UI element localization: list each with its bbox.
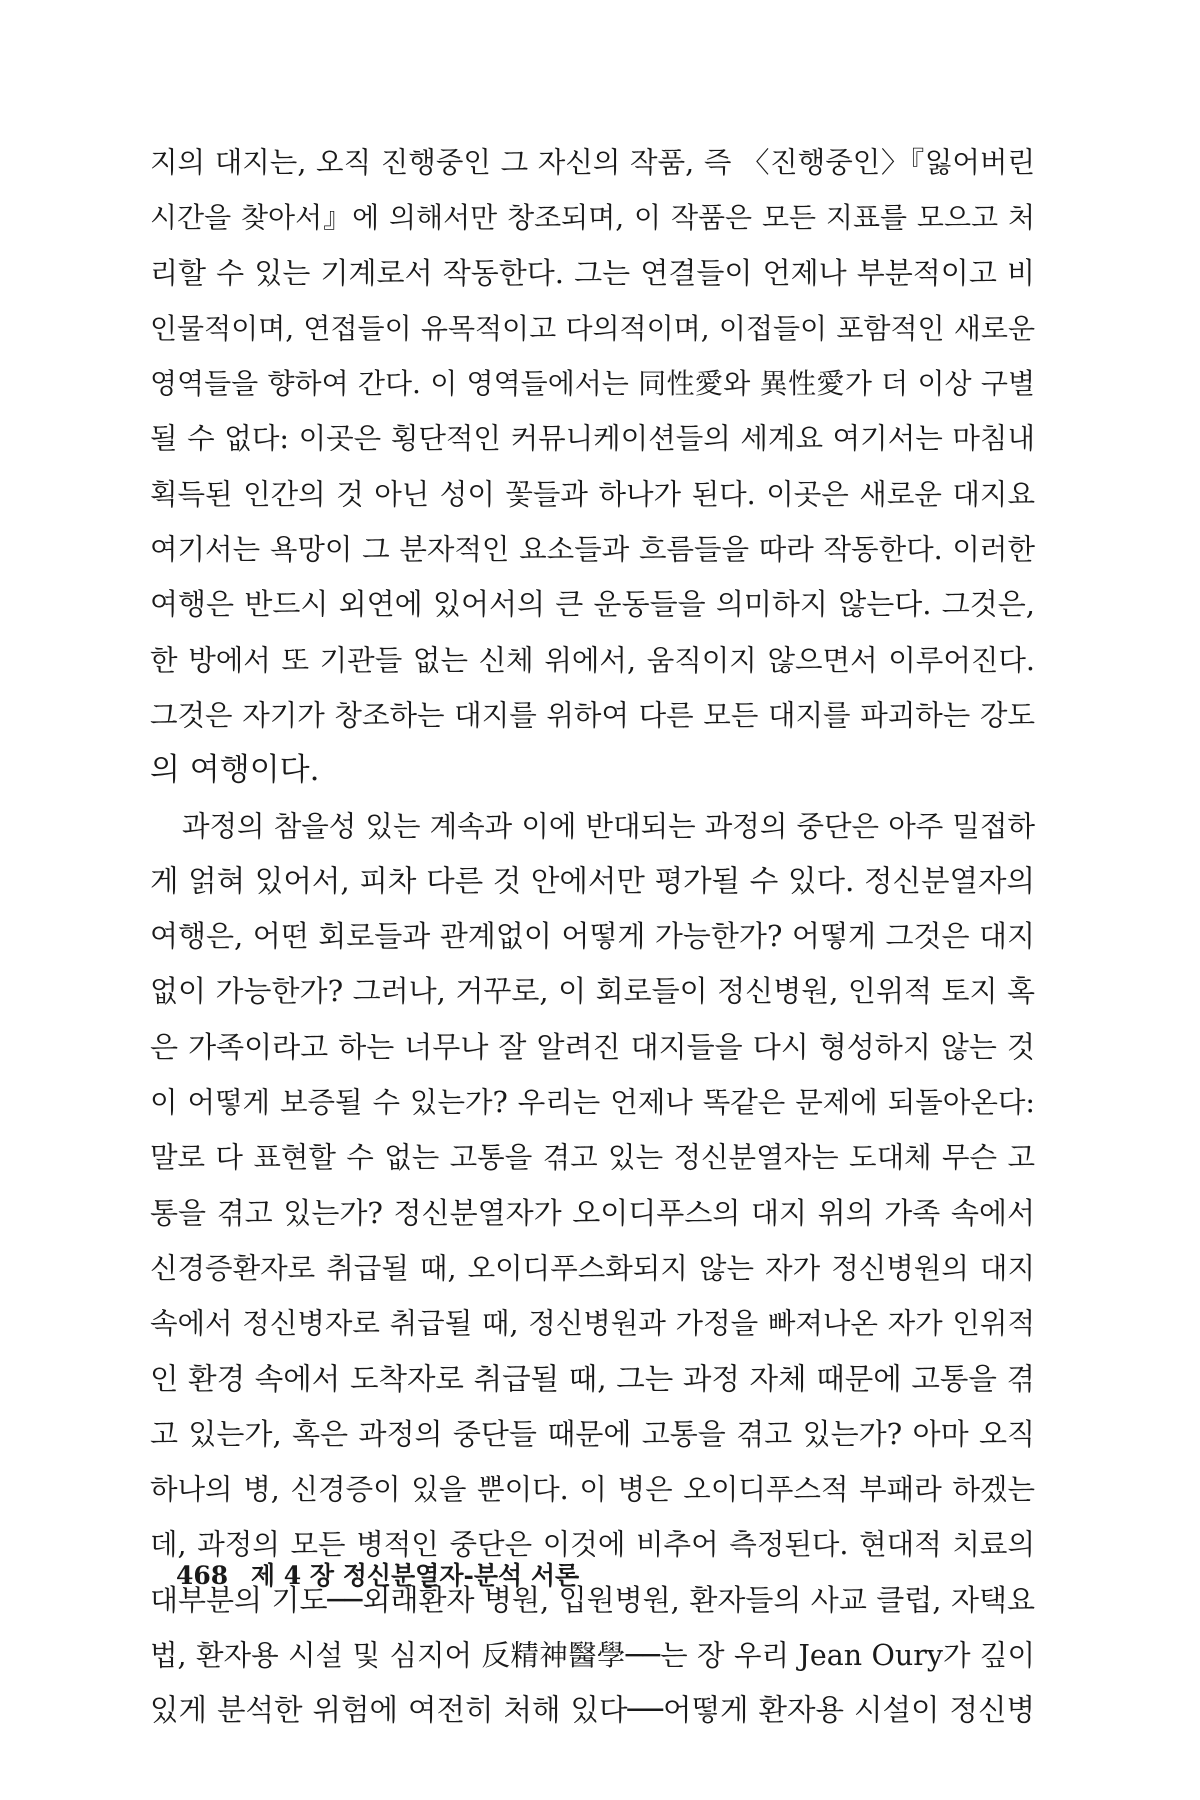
text-line: 획득된 인간의 것 아닌 성이 꽃들과 하나가 된다. 이곳은 새로운 대지요 <box>150 477 1035 511</box>
text-line: 이 어떻게 보증될 수 있는가? 우리는 언제나 똑같은 문제에 되돌아온다: <box>150 1086 1035 1120</box>
text-line: 고 있는가, 혹은 과정의 중단들 때문에 고통을 겪고 있는가? 아마 오직 <box>150 1416 1035 1451</box>
text-line: 인 환경 속에서 도착자로 취급될 때, 그는 과정 자체 때문에 고통을 겪 <box>150 1361 1035 1396</box>
text-line: 게 얽혀 있어서, 피차 다른 것 안에서만 평가될 수 있다. 정신분열자의 <box>150 863 1035 898</box>
text-line: 여행은 반드시 외연에 있어서의 큰 운동들을 의미하지 않는다. 그것은, <box>150 587 1035 622</box>
paragraph-end-line: 의 여행이다. <box>150 752 320 789</box>
text-line: 말로 다 표현할 수 없는 고통을 겪고 있는 정신분열자는 도대체 무슨 고 <box>150 1141 1035 1175</box>
text-line: 그것은 자기가 창조하는 대지를 위하여 다른 모든 대지를 파괴하는 강도 <box>150 698 1035 732</box>
text-line: 한 방에서 또 기관들 없는 신체 위에서, 움직이지 않으면서 이루어진다. <box>150 643 1035 677</box>
text-line: 데, 과정의 모든 병적인 중단은 이것에 비추어 측정된다. 현대적 치료의 <box>150 1528 1035 1562</box>
text-line: 하나의 병, 신경증이 있을 뿐이다. 이 병은 오이디푸스적 부패라 하겠는 <box>150 1473 1035 1507</box>
chapter-title: 제 4 장 정신분열자-분석 서론 <box>250 1561 580 1590</box>
text-line: 여행은, 어떤 회로들과 관계없이 어떻게 가능한가? 어떻게 그것은 대지 <box>150 919 1035 954</box>
text-line: 은 가족이라고 하는 너무나 잘 알려진 대지들을 다시 형성하지 않는 것 <box>150 1029 1035 1064</box>
text-line: 될 수 없다: 이곳은 횡단적인 커뮤니케이션들의 세계요 여기서는 마침내 <box>150 422 1035 456</box>
text-line: 속에서 정신병자로 취급될 때, 정신병원과 가정을 빠져나온 자가 인위적 <box>150 1307 1035 1341</box>
text-line: 법, 환자용 시설 및 심지어 反精神醫學──는 장 우리 Jean Oury가 깊이 <box>150 1639 1035 1673</box>
text-line: 신경증환자로 취급될 때, 오이디푸스화되지 않는 자가 정신병원의 대지 <box>150 1251 1035 1285</box>
paragraph-start-line: 과정의 참을성 있는 계속과 이에 반대되는 과정의 중단은 아주 밀접하 <box>182 809 1035 843</box>
page-number: 468 <box>176 1561 229 1590</box>
text-line: 없이 가능한가? 그러나, 거꾸로, 이 회로들이 정신병원, 인위적 토지 혹 <box>150 974 1035 1009</box>
text-line: 인물적이며, 연접들이 유목적이고 다의적이며, 이접들이 포함적인 새로운 <box>150 311 1035 345</box>
page-footer <box>176 1556 579 1596</box>
text-line: 리할 수 있는 기계로서 작동한다. 그는 연결들이 언제나 부분적이고 비 <box>150 255 1035 290</box>
text-line: 영역들을 향하여 간다. 이 영역들에서는 同性愛와 異性愛가 더 이상 구별 <box>150 367 1035 401</box>
text-line: 있게 분석한 위험에 여전히 처해 있다──어떻게 환자용 시설이 정신병 <box>150 1693 1035 1728</box>
text-line: 지의 대지는, 오직 진행중인 그 자신의 작품, 즉 〈진행중인〉『잃어버린 <box>150 146 1035 179</box>
body-text <box>150 135 1035 1739</box>
text-line: 대부분의 기도──외래환자 병원, 입원병원, 환자들의 사교 클럽, 자택요 <box>150 1582 1035 1617</box>
text-line: 시간을 찾아서』에 의해서만 창조되며, 이 작품은 모든 지표를 모으고 처 <box>150 201 1035 235</box>
text-line: 통을 겪고 있는가? 정신분열자가 오이디푸스의 대지 위의 가족 속에서 <box>150 1195 1035 1230</box>
text-line: 여기서는 욕망이 그 분자적인 요소들과 흐름들을 따라 작동한다. 이러한 <box>150 533 1035 567</box>
